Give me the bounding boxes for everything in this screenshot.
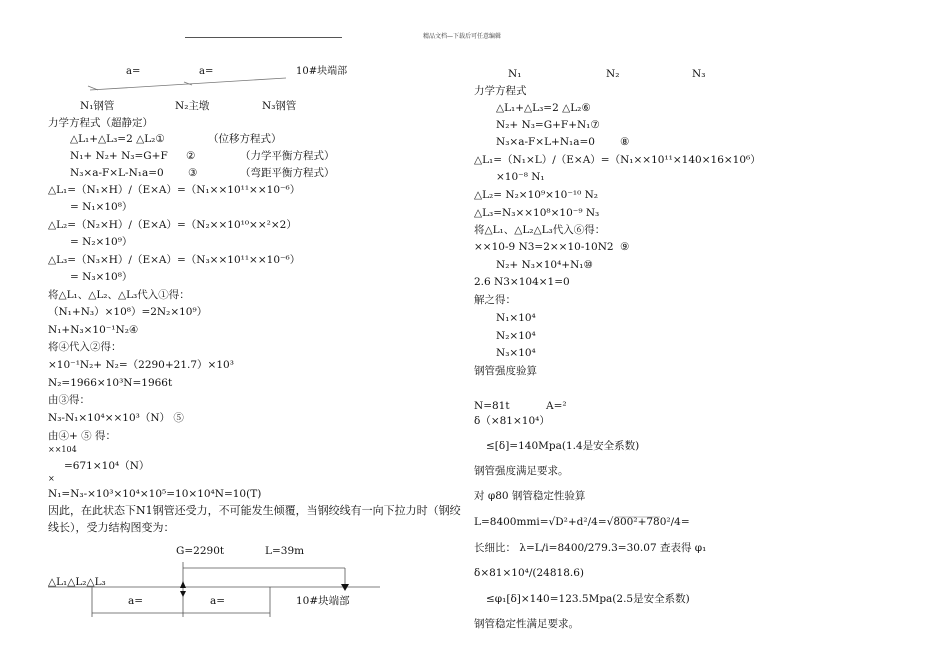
right-line: 对 φ80 钢管稳定性验算 xyxy=(474,490,586,502)
right-line: △L₁=（N₁×L）/（E×A）=（N₁××10¹¹×140×16×10⁶） xyxy=(474,154,761,166)
diagram1-baseline xyxy=(90,78,286,90)
left-line: N₃×a-F×L-N₁a=0 xyxy=(70,167,164,179)
diagram1-a2: a= xyxy=(199,66,214,77)
right-line: 2.6 N3×104×1=0 xyxy=(474,276,570,288)
left-line: ××104 xyxy=(48,445,77,454)
right-line: ≤[δ]=140Mpa(1.4是安全系数) xyxy=(486,440,640,452)
left-line: = N₃×10⁸） xyxy=(70,271,133,283)
right-line: N₂×10⁴ xyxy=(496,330,536,342)
left-line: △L₂=（N₂×H）/（E×A）=（N₂××10¹⁰××²×2） xyxy=(48,219,297,231)
down-arrow-icon xyxy=(180,591,186,597)
left-line: △L₁+△L₃=2 △L₂① xyxy=(70,133,165,145)
left-line: 将△L₁、△L₂、△L₃代入①得： xyxy=(48,289,190,301)
right-line: δ×81×10⁴/(24818.6) xyxy=(474,567,584,579)
right-line: 钢管强度验算 xyxy=(474,365,537,377)
right-n2: N₂ xyxy=(606,68,620,80)
right-n3: N₃ xyxy=(692,68,706,80)
right-line: N=81t xyxy=(474,400,510,412)
left-line: （N₁+N₃）×10⁸）=2N₂×10⁹） xyxy=(48,306,208,318)
left-line: 由③得： xyxy=(48,394,90,406)
left-line: N₂=1966×10³N=1966t xyxy=(48,377,173,389)
diagram2-deltas: △L₁△L₂△L₃ xyxy=(48,576,106,588)
right-line: ⑧ xyxy=(620,136,630,148)
diagram1-a1: a= xyxy=(126,66,141,77)
diagram2-a1: a= xyxy=(128,595,144,607)
right-line: △L₂= N₂×10⁹×10⁻¹⁰ N₂ xyxy=(474,189,599,201)
up-arrow-icon xyxy=(180,581,186,588)
right-line: N₃×10⁴ xyxy=(496,347,536,359)
diagram1-n2: N₂主墩 xyxy=(175,100,210,112)
header-note: 精品文档—下载后可任意编辑 xyxy=(423,33,502,40)
right-line: ≤φ₁[δ]×140=123.5Mpa(2.5是安全系数) xyxy=(486,593,690,605)
right-line: L=8400mmi=√D²+d²/4=√800²+780²/4= xyxy=(474,516,690,528)
left-line: 线长），受力结构图变为： xyxy=(48,521,175,534)
left-line: ② xyxy=(186,150,196,162)
down-arrow-icon xyxy=(341,584,349,591)
diagram2-end-label: 10#块端部 xyxy=(296,595,350,607)
left-line: =671×10⁴（N） xyxy=(64,460,150,472)
right-n1: N₁ xyxy=(508,68,522,80)
right-line: 钢管强度满足要求。 xyxy=(474,465,569,477)
left-line: N₃-N₁×10⁴××10³（N） ⑤ xyxy=(48,412,184,424)
left-line: N₁+ N₂+ N₃=G+F xyxy=(70,150,168,162)
diagram2-a2: a= xyxy=(210,595,226,607)
left-line: ×10⁻¹N₂+ N₂=（2290+21.7）×10³ xyxy=(48,359,234,371)
diagram1-n1: N₁钢管 xyxy=(80,100,115,112)
right-line: 解之得： xyxy=(474,294,516,306)
right-line: A=² xyxy=(546,400,567,412)
right-line: δ（×81×10⁴） xyxy=(474,415,550,427)
right-line: 力学方程式 xyxy=(474,85,527,97)
left-line: = N₂×10⁹） xyxy=(70,236,133,248)
right-line: N₂+ N₃=G+F+N₁⑦ xyxy=(496,119,600,131)
diagram1-n3: N₃钢管 xyxy=(262,100,297,112)
left-line: 由④+ ⑤ 得： xyxy=(48,430,116,442)
left-line: 因此，在此状态下N1钢管还受力，不可能发生倾覆，当钢绞线有一向下拉力时（钢绞 xyxy=(48,504,461,517)
left-line: × xyxy=(48,474,55,483)
left-line: △L₁=（N₁×H）/（E×A）=（N₁××10¹¹××10⁻⁶） xyxy=(48,184,301,196)
left-line: （弯距平衡方程式） xyxy=(240,167,335,179)
right-line: ⑨ xyxy=(620,241,630,253)
left-line: ③ xyxy=(188,167,198,179)
right-line: 将△L₁、△L₂△L₃代入⑥得： xyxy=(474,224,606,236)
left-line: （位移方程式） xyxy=(208,133,282,145)
diagram1-end-label: 10#块端部 xyxy=(296,66,348,77)
left-line: N₁+N₃×10⁻¹N₂④ xyxy=(48,324,139,336)
right-line: ××10-9 N3=2××10-10N2 xyxy=(474,241,614,253)
diagram2-g: G=2290t xyxy=(176,545,225,557)
right-line: N₂+ N₃×10⁴+N₁⑩ xyxy=(496,259,593,271)
right-line: 钢管稳定性满足要求。 xyxy=(474,618,579,630)
right-line: 长细比： λ=L/i=8400/279.3=30.07 查表得 φ₁ xyxy=(474,542,707,554)
left-line: △L₃=（N₃×H）/（E×A）=（N₃××10¹¹××10⁻⁶） xyxy=(48,254,301,266)
left-line: = N₁×10⁸） xyxy=(70,201,133,213)
left-line: N₁=N₃-×10³×10⁴×10⁵=10×10⁴N=10(T) xyxy=(48,488,262,500)
diagram2-l: L=39m xyxy=(265,545,305,557)
right-line: ×10⁻⁸ N₁ xyxy=(496,171,545,183)
right-line: N₃×a-F×L+N₁a=0 xyxy=(496,136,595,148)
right-line: △L₃=N₃××10⁸×10⁻⁹ N₃ xyxy=(474,207,600,219)
right-line: △L₁+△L₃=2 △L₂⑥ xyxy=(496,102,591,114)
left-line: 将④代入②得： xyxy=(48,341,122,353)
right-line: N₁×10⁴ xyxy=(496,312,536,324)
left-line: 力学方程式（超静定） xyxy=(48,117,153,129)
left-line: （力学平衡方程式） xyxy=(240,150,335,162)
